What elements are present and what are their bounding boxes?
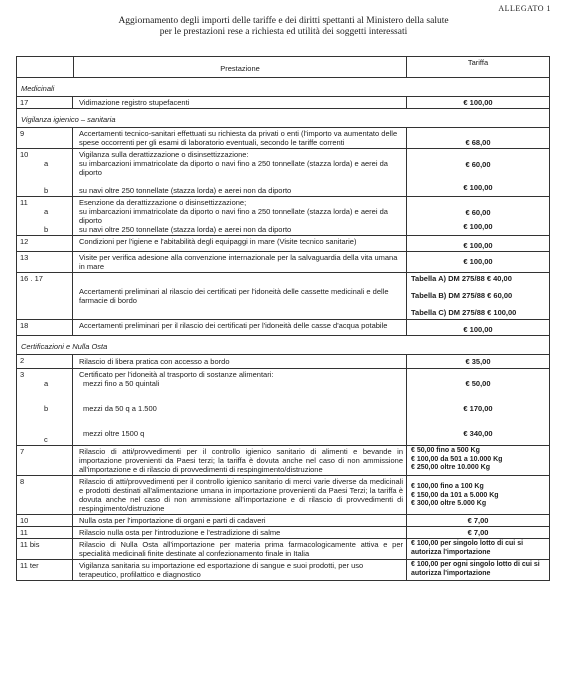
- row-fee: € 7,00: [467, 516, 489, 525]
- row-fee: [407, 446, 549, 475]
- header-tariffa: Tariffa: [467, 58, 489, 67]
- row-fee: € 100,00: [463, 325, 493, 334]
- row-desc-b: su navi oltre 250 tonnellate (stazza lorda) e aerei non da diporto: [79, 225, 292, 234]
- row-number: 2: [17, 355, 73, 368]
- table-row: [17, 149, 549, 197]
- row-fee-c: € 340,00: [463, 429, 493, 438]
- row-number-main: 10: [20, 150, 29, 159]
- table-row: [17, 236, 549, 252]
- row-description: Vidimazione registro stupefacenti: [73, 97, 407, 108]
- row-number: 11: [17, 527, 73, 538]
- row-fee: € 100,00: [463, 98, 493, 107]
- row-fee: € 7,00: [467, 528, 489, 537]
- table-row: [17, 273, 549, 320]
- table-row: [17, 369, 549, 446]
- row-fee-a: € 50,00: [465, 379, 491, 388]
- title-line-2: per le prestazioni rese a richiesta ed utilità dei soggetti interessati: [159, 27, 408, 37]
- row-sub-b: b: [44, 404, 49, 413]
- row-sub-a: a: [44, 207, 49, 216]
- row-fee-b: € 150,00 da 101 a 5.000 Kg: [411, 491, 499, 499]
- row-sub-b: b: [44, 225, 49, 234]
- section-vigilanza: Vigilanza igienico – sanitaria: [17, 109, 549, 128]
- header-prestazione: Prestazione: [74, 57, 407, 77]
- row-fee: € 100,00 per singolo lotto di cui si autorizza l'importazione: [411, 540, 524, 556]
- row-desc-a: su imbarcazioni immatricolate da diporto o navi fino a 250 tonnellate (stazza lorda) e aerei da diporto: [79, 207, 388, 225]
- row-number: 11 ter: [17, 560, 73, 580]
- row-desc-b: mezzi da 50 q a 1.500: [83, 404, 157, 413]
- row-fee-b: € 170,00: [463, 404, 493, 413]
- row-description: Accertamenti preliminari per il rilascio dei certificati per l'idoneità delle casse d'acqua potabile: [73, 320, 407, 335]
- row-sub-a: a: [44, 379, 49, 388]
- row-desc-a: su imbarcazioni immatricolate da diporto o navi fino a 250 tonnellate (stazza lorda) e aerei da diporto: [79, 159, 388, 177]
- table-row: [17, 539, 549, 560]
- row-description: Accertamenti preliminari al rilascio dei certificati per l'idoneità delle cassette medicinali e delle farmacie di bordo: [73, 273, 407, 319]
- row-fee: € 100,00: [463, 257, 493, 266]
- row-fee-a: € 60,00: [465, 208, 491, 217]
- table-row: [17, 476, 549, 515]
- row-number: [17, 149, 73, 196]
- row-fee-c: € 300,00 oltre 5.000 Kg: [411, 500, 487, 507]
- row-number: [17, 197, 73, 235]
- row-fee-a: Tabella A) DM 275/88 € 40,00: [411, 274, 512, 283]
- row-fee: € 100,00 per ogni singolo lotto di cui si autorizza l'importazione: [411, 561, 540, 577]
- row-description: Accertamenti tecnico-sanitari effettuati su richiesta da privati o enti (l'importo va aumentato delle spese occorrenti per gli esami di laboratorio eventuali, secondo le tariffe correnti: [73, 128, 407, 148]
- row-description: [73, 149, 407, 196]
- row-number: 18: [17, 320, 73, 335]
- row-desc-line: Certificato per l'idoneità al trasporto di sostanze alimentari:: [79, 370, 274, 379]
- row-number: 12: [17, 236, 73, 251]
- row-desc-b: su navi oltre 250 tonnellate (stazza lorda) e aerei non da diporto: [79, 186, 292, 195]
- header-number-cell: [17, 57, 74, 77]
- row-description: Rilascio di atti/provvedimenti per il controllo igienico sanitario di alimenti e bevande in importazione provenienti da Paesi terzi; la tariffa è dovuta anche nel caso di non ammissione all'importazione e di rilascio di provvedimenti di respingimento/distruzione: [73, 446, 407, 475]
- section-certificazioni: Certificazioni e Nulla Osta: [17, 336, 549, 355]
- row-number-main: 11: [20, 198, 28, 207]
- row-description: Visite per verifica adesione alla convenzione internazionale per la salvaguardia della vita umana in mare: [73, 252, 407, 272]
- row-fee: [407, 149, 549, 196]
- row-number: 17: [17, 97, 73, 108]
- row-fee: € 100,00: [463, 241, 493, 250]
- row-fee-c: € 250,00 oltre 10.000 Kg: [411, 464, 490, 471]
- document-title: [20, 16, 547, 38]
- row-fee: [407, 476, 549, 514]
- row-description: Rilascio di libera pratica con accesso a bordo: [73, 355, 407, 368]
- row-fee: € 35,00: [465, 357, 491, 366]
- annex-label: ALLEGATO 1: [498, 4, 551, 13]
- table-row: [17, 446, 549, 476]
- row-sub-b: b: [44, 186, 49, 195]
- row-desc-c: mezzi oltre 1500 q: [83, 429, 145, 438]
- row-number: 10: [17, 515, 73, 526]
- row-sub-a: a: [44, 159, 49, 168]
- row-description: [73, 369, 407, 445]
- table-row: [17, 252, 549, 273]
- tariff-table: [16, 56, 550, 581]
- row-fee-a: € 100,00 fino a 100 Kg: [411, 483, 484, 490]
- row-number: 11 bis: [17, 539, 73, 559]
- row-fee-a: € 50,00 fino a 500 Kg: [411, 447, 480, 454]
- row-number: 9: [17, 128, 73, 148]
- row-sub-c: c: [44, 435, 48, 444]
- table-row: [17, 527, 549, 539]
- section-medicinali: Medicinali: [17, 78, 549, 97]
- table-row: [17, 97, 549, 109]
- row-fee: [407, 197, 549, 235]
- row-fee-b: € 100,00: [463, 183, 493, 192]
- row-number: [17, 369, 73, 445]
- row-description: Rilascio di Nulla Osta all'importazione per materia prima farmacologicamente attiva e per specialità medicinali finite destinate al confezionamento finale in Italia: [73, 539, 407, 559]
- table-header: [17, 57, 549, 78]
- row-fee: [407, 369, 549, 445]
- row-fee: [407, 273, 549, 319]
- title-line-1: Aggiornamento degli importi delle tariffe e dei diritti spettanti al Ministero della salute: [118, 16, 449, 26]
- row-fee-b: € 100,00 da 501 a 10.000 Kg: [411, 455, 503, 463]
- row-number-main: 3: [20, 370, 25, 379]
- row-description: Rilascio nulla osta per l'introduzione e l'estradizione di salme: [73, 527, 407, 538]
- row-fee-b: € 100,00: [463, 222, 493, 231]
- table-row: [17, 128, 549, 149]
- table-row: [17, 197, 549, 236]
- row-number: 13: [17, 252, 73, 272]
- row-number: 8: [17, 476, 73, 514]
- table-row: [17, 320, 549, 336]
- row-description: Condizioni per l'igiene e l'abitabilità degli equipaggi in mare (Visite tecnico sanitarie): [73, 236, 407, 251]
- table-row: [17, 355, 549, 369]
- row-fee-c: Tabella C) DM 275/88 € 100,00: [411, 308, 517, 317]
- table-row: [17, 560, 549, 580]
- row-fee-b: Tabella B) DM 275/88 € 60,00: [411, 291, 513, 300]
- row-number: 16 . 17: [17, 273, 73, 319]
- row-desc-a: mezzi fino a 50 quintali: [83, 379, 160, 388]
- row-number: 7: [17, 446, 73, 475]
- table-row: [17, 515, 549, 527]
- row-desc-line: Vigilanza sulla derattizzazione o disinsettizzazione:: [79, 150, 249, 159]
- row-desc-line: Esenzione da derattizzazione o disinsettizzazione;: [79, 198, 247, 207]
- row-fee: € 68,00: [465, 138, 491, 147]
- row-description: Nulla osta per l'importazione di organi e parti di cadaveri: [73, 515, 407, 526]
- row-description: [73, 197, 407, 235]
- row-description: Rilascio di atti/provvedimenti per il controllo igienico sanitario di merci varie diverse da medicinali e prodotti destinati all'alimentazione umana in importazione provenienti da Paesi Terzi; la tariffa è dovuta anche nel caso di non ammissione all'importazione e di rilascio di provvedimenti di respingimento/distruzione: [73, 476, 407, 514]
- row-fee-a: € 60,00: [465, 160, 491, 169]
- row-description: Vigilanza sanitaria su importazione ed esportazione di sangue e suoi prodotti, per uso terapeutico, profilattico e diagnostico: [73, 560, 407, 580]
